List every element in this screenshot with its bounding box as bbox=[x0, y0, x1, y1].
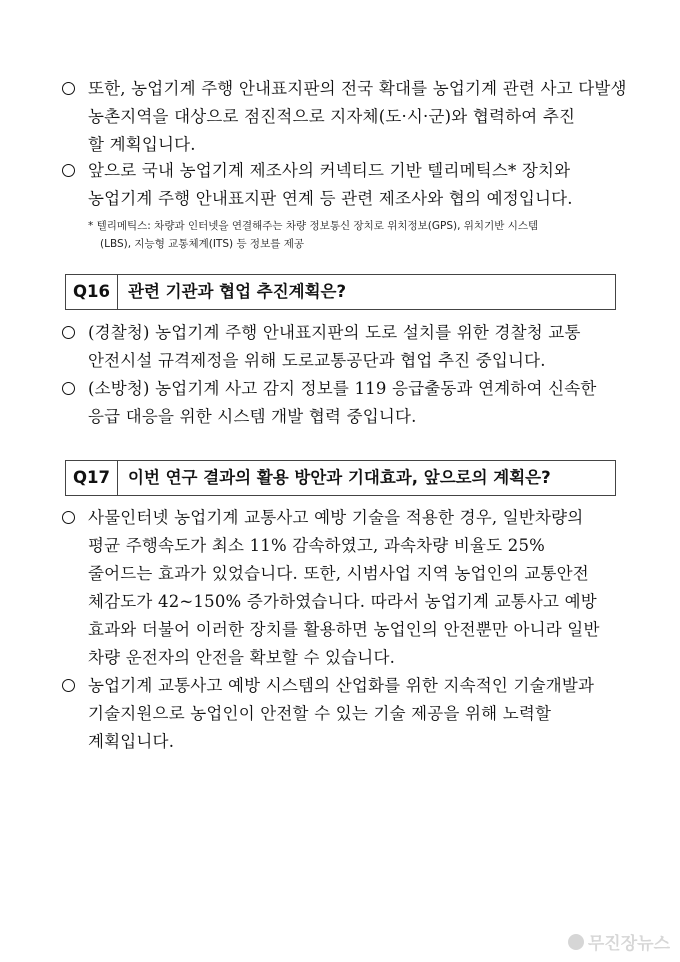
text-line: 안전시설 규격제정을 위해 도로교통공단과 협업 추진 중입니다. bbox=[88, 351, 546, 370]
question-number: Q17 bbox=[66, 461, 118, 495]
text-line: 사물인터넷 농업기계 교통사고 예방 기술을 적용한 경우, 일반차량의 bbox=[88, 508, 584, 527]
watermark bbox=[568, 929, 670, 954]
question-number: Q16 bbox=[66, 275, 118, 309]
circle-bullet-icon bbox=[62, 511, 75, 524]
text-line: (소방청) 농업기계 사고 감지 정보를 119 응급출동과 연계하여 신속한 bbox=[88, 379, 597, 398]
footnote-line: (LBS), 지능형 교통체계(ITS) 등 정보를 제공 bbox=[100, 238, 304, 250]
text-line: 차량 운전자의 안전을 확보할 수 있습니다. bbox=[88, 648, 396, 667]
circle-bullet-icon bbox=[62, 326, 75, 339]
circle-bullet-icon bbox=[62, 82, 75, 95]
circle-bullet-icon bbox=[62, 679, 75, 692]
question-header-q17 bbox=[65, 460, 616, 496]
text-line: 농촌지역을 대상으로 점진적으로 지자체(도·시·군)와 협력하여 추진 bbox=[88, 107, 576, 126]
text-line: 평균 주행속도가 최소 11% 감속하였고, 과속차량 비율도 25% bbox=[88, 536, 546, 555]
watermark-logo-icon bbox=[568, 934, 584, 950]
text-line: 또한, 농업기계 주행 안내표지판의 전국 확대를 농업기계 관련 사고 다발생 bbox=[88, 79, 627, 98]
question-header-q16 bbox=[65, 274, 616, 310]
question-title: 이번 연구 결과의 활용 방안과 기대효과, 앞으로의 계획은? bbox=[128, 468, 551, 487]
text-line: 앞으로 국내 농업기계 제조사의 커넥티드 기반 텔리메틱스* 장치와 bbox=[88, 161, 571, 180]
text-line: 체감도가 42~150% 증가하였습니다. 따라서 농업기계 교통사고 예방 bbox=[88, 592, 597, 611]
circle-bullet-icon bbox=[62, 382, 75, 395]
question-title: 관련 기관과 협업 추진계획은? bbox=[128, 282, 347, 301]
watermark-text: 무진장뉴스 bbox=[587, 934, 670, 954]
text-line: 계획입니다. bbox=[88, 732, 175, 751]
text-line: 할 계획입니다. bbox=[88, 135, 196, 154]
text-line: (경찰청) 농업기계 주행 안내표지판의 도로 설치를 위한 경찰청 교통 bbox=[88, 323, 581, 342]
text-line: 줄어드는 효과가 있었습니다. 또한, 시범사업 지역 농업인의 교통안전 bbox=[88, 564, 589, 583]
text-line: 효과와 더불어 이러한 장치를 활용하면 농업인의 안전뿐만 아니라 일반 bbox=[88, 620, 600, 639]
footnote-line: * 텔리메틱스: 차량과 인터넷을 연결해주는 차량 정보통신 장치로 위치정보(GPS), 위치기반 시스템 bbox=[88, 220, 539, 232]
text-line: 기술지원으로 농업인이 안전할 수 있는 기술 제공을 위해 노력할 bbox=[88, 704, 552, 723]
circle-bullet-icon bbox=[62, 164, 75, 177]
text-line: 농업기계 교통사고 예방 시스템의 산업화를 위한 지속적인 기술개발과 bbox=[88, 676, 595, 695]
text-line: 농업기계 주행 안내표지판 연계 등 관련 제조사와 협의 예정입니다. bbox=[88, 189, 573, 208]
text-line: 응급 대응을 위한 시스템 개발 협력 중입니다. bbox=[88, 407, 417, 426]
